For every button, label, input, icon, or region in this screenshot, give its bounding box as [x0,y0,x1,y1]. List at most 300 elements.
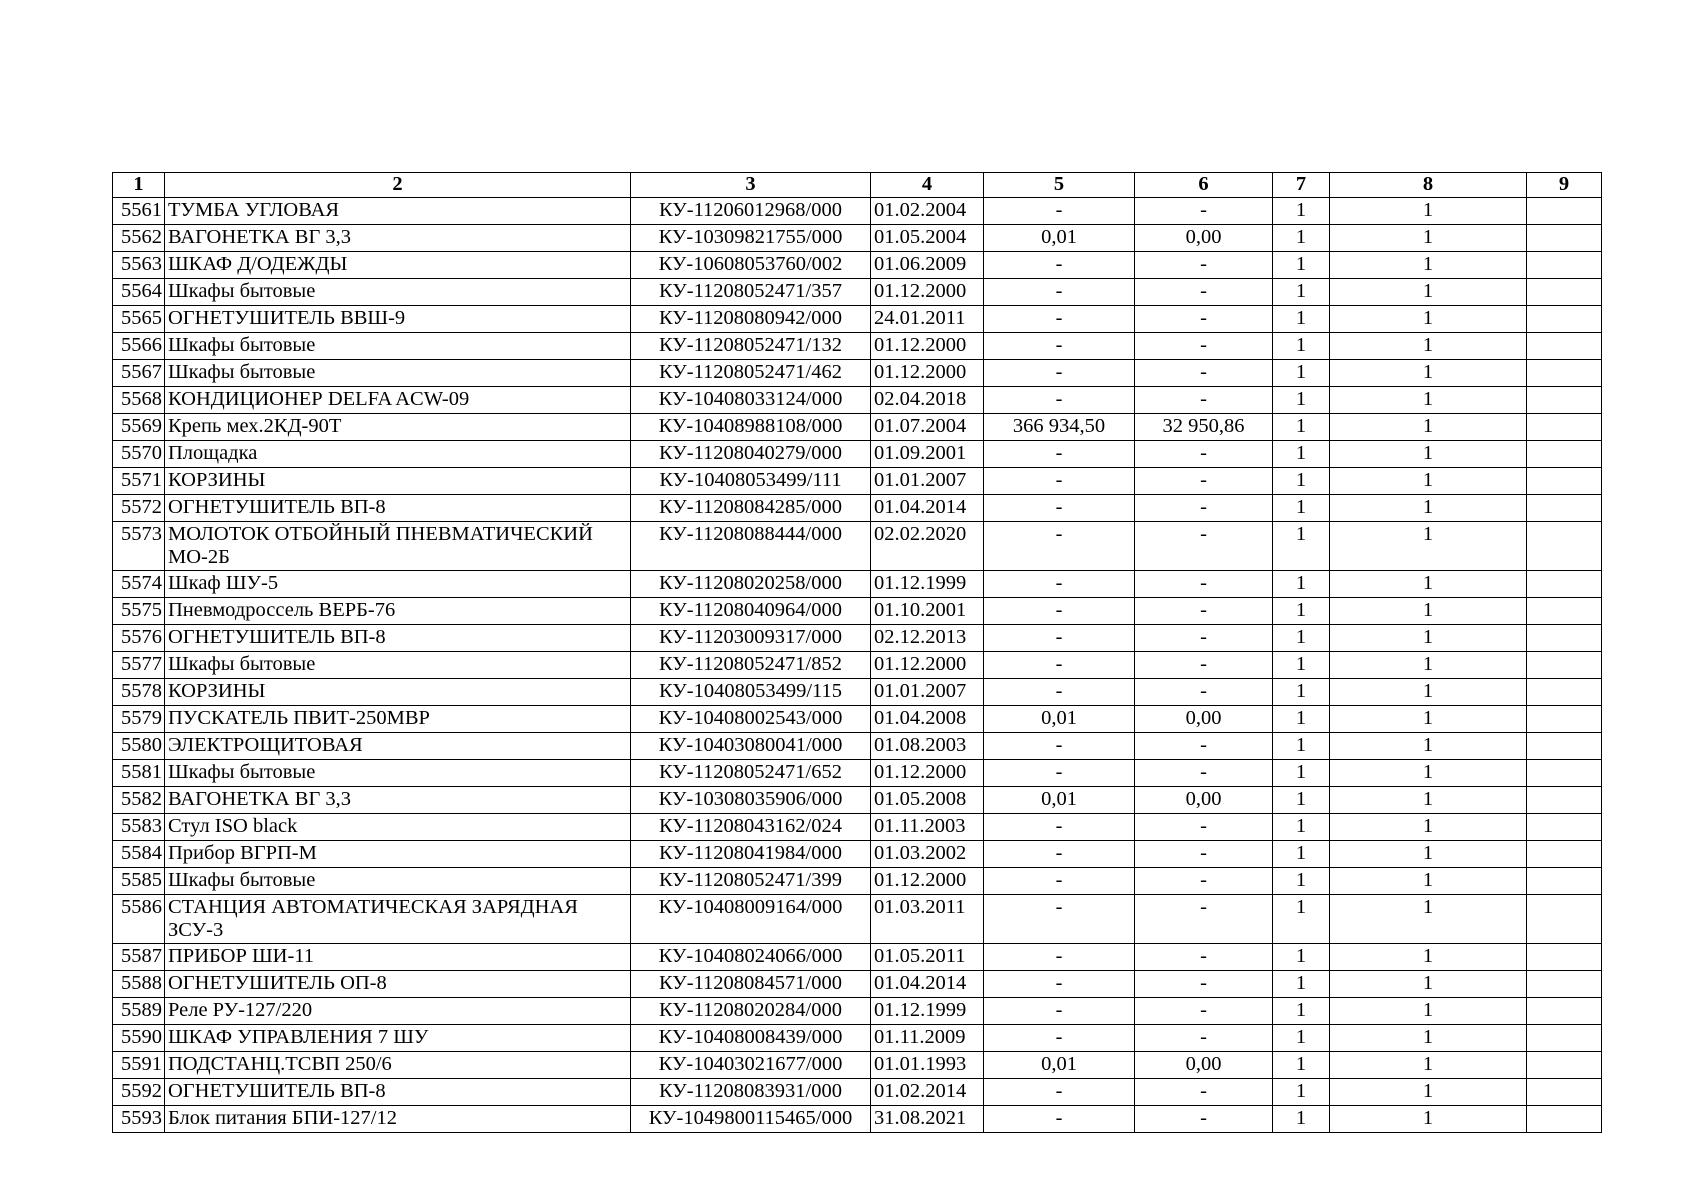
value-col7-cell: 1 [1273,652,1330,679]
value-col9-cell [1527,468,1602,495]
date-cell: 01.12.2000 [871,868,984,895]
value-col7-cell: 1 [1273,971,1330,998]
date-cell: 01.12.2000 [871,652,984,679]
value-col9-cell [1527,571,1602,598]
value-col7-cell: 1 [1273,441,1330,468]
item-name-cell: ШКАФ Д/ОДЕЖДЫ [165,252,631,279]
value-col9-cell [1527,225,1602,252]
value-col8-cell: 1 [1330,1052,1527,1079]
value-col6-cell: - [1135,468,1273,495]
value-col6-cell: 0,00 [1135,225,1273,252]
value-col5-cell: - [984,571,1135,598]
value-col8-cell: 1 [1330,598,1527,625]
row-number-cell: 5569 [113,414,165,441]
value-col8-cell: 1 [1330,252,1527,279]
value-col6-cell: - [1135,733,1273,760]
value-col8-cell: 1 [1330,652,1527,679]
value-col5-cell: - [984,198,1135,225]
row-number-cell: 5591 [113,1052,165,1079]
date-cell: 01.02.2004 [871,198,984,225]
date-cell: 01.12.2000 [871,333,984,360]
date-cell: 01.01.2007 [871,679,984,706]
table-row [113,279,1602,306]
inventory-code-cell: КУ-11208041984/000 [631,841,871,868]
inventory-code-cell: КУ-10408002543/000 [631,706,871,733]
value-col5-cell: - [984,760,1135,787]
value-col7-cell: 1 [1273,733,1330,760]
item-name-cell: ПУСКАТЕЛЬ ПВИТ-250МВР [165,706,631,733]
value-col5-cell: - [984,468,1135,495]
value-col7-cell: 1 [1273,1025,1330,1052]
value-col7-cell: 1 [1273,814,1330,841]
inventory-code-cell: КУ-11208052471/652 [631,760,871,787]
value-col7-cell: 1 [1273,468,1330,495]
column-header-6: 6 [1135,173,1273,198]
value-col9-cell [1527,279,1602,306]
value-col9-cell [1527,495,1602,522]
value-col9-cell [1527,944,1602,971]
row-number-cell: 5578 [113,679,165,706]
value-col7-cell: 1 [1273,1106,1330,1133]
value-col7-cell: 1 [1273,895,1330,944]
value-col8-cell: 1 [1330,522,1527,571]
item-name-cell: ОГНЕТУШИТЕЛЬ ВП-8 [165,625,631,652]
value-col7-cell: 1 [1273,760,1330,787]
row-number-cell: 5580 [113,733,165,760]
table-row [113,733,1602,760]
date-cell: 01.05.2011 [871,944,984,971]
table-row [113,360,1602,387]
value-col9-cell [1527,1052,1602,1079]
value-col9-cell [1527,625,1602,652]
value-col6-cell: - [1135,252,1273,279]
row-number-cell: 5574 [113,571,165,598]
table-row [113,198,1602,225]
value-col8-cell: 1 [1330,306,1527,333]
value-col6-cell: - [1135,944,1273,971]
value-col8-cell: 1 [1330,841,1527,868]
table-row [113,760,1602,787]
row-number-cell: 5583 [113,814,165,841]
value-col5-cell: - [984,1079,1135,1106]
value-col7-cell: 1 [1273,571,1330,598]
value-col9-cell [1527,198,1602,225]
row-number-cell: 5563 [113,252,165,279]
row-number-cell: 5565 [113,306,165,333]
row-number-cell: 5590 [113,1025,165,1052]
value-col9-cell [1527,971,1602,998]
date-cell: 01.04.2014 [871,495,984,522]
value-col7-cell: 1 [1273,679,1330,706]
value-col8-cell: 1 [1330,441,1527,468]
item-name-cell: СТАНЦИЯ АВТОМАТИЧЕСКАЯ ЗАРЯДНАЯ ЗСУ-3 [165,895,631,944]
item-name-cell: ШКАФ УПРАВЛЕНИЯ 7 ШУ [165,1025,631,1052]
row-number-cell: 5588 [113,971,165,998]
value-col5-cell: - [984,1025,1135,1052]
value-col8-cell: 1 [1330,414,1527,441]
row-number-cell: 5587 [113,944,165,971]
inventory-code-cell: КУ-11208020284/000 [631,998,871,1025]
value-col7-cell: 1 [1273,252,1330,279]
header-row [113,173,1602,198]
value-col9-cell [1527,1106,1602,1133]
row-number-cell: 5582 [113,787,165,814]
value-col5-cell: - [984,252,1135,279]
row-number-cell: 5570 [113,441,165,468]
table-row [113,468,1602,495]
value-col8-cell: 1 [1330,495,1527,522]
value-col9-cell [1527,841,1602,868]
value-col6-cell: - [1135,333,1273,360]
value-col9-cell [1527,679,1602,706]
inventory-table [112,172,1602,1133]
inventory-code-cell: КУ-11208088444/000 [631,522,871,571]
item-name-cell: Шкафы бытовые [165,652,631,679]
column-header-1: 1 [113,173,165,198]
value-col8-cell: 1 [1330,571,1527,598]
value-col8-cell: 1 [1330,279,1527,306]
item-name-cell: Площадка [165,441,631,468]
value-col5-cell: - [984,971,1135,998]
value-col6-cell: - [1135,198,1273,225]
item-name-cell: КОНДИЦИОНЕР DELFA ACW-09 [165,387,631,414]
row-number-cell: 5575 [113,598,165,625]
row-number-cell: 5586 [113,895,165,944]
date-cell: 01.04.2008 [871,706,984,733]
item-name-cell: Шкафы бытовые [165,868,631,895]
value-col5-cell: - [984,495,1135,522]
value-col5-cell: - [984,522,1135,571]
column-header-5: 5 [984,173,1135,198]
table-row [113,252,1602,279]
value-col9-cell [1527,895,1602,944]
value-col7-cell: 1 [1273,495,1330,522]
value-col5-cell: 0,01 [984,787,1135,814]
value-col5-cell: 0,01 [984,706,1135,733]
table-row [113,387,1602,414]
value-col5-cell: - [984,944,1135,971]
value-col7-cell: 1 [1273,998,1330,1025]
value-col6-cell: - [1135,495,1273,522]
value-col6-cell: - [1135,814,1273,841]
date-cell: 01.10.2001 [871,598,984,625]
table-row [113,971,1602,998]
inventory-code-cell: КУ-10408009164/000 [631,895,871,944]
value-col5-cell: - [984,814,1135,841]
row-number-cell: 5562 [113,225,165,252]
item-name-cell: ПОДСТАНЦ.ТСВП 250/6 [165,1052,631,1079]
value-col9-cell [1527,333,1602,360]
table-row [113,706,1602,733]
value-col8-cell: 1 [1330,971,1527,998]
value-col9-cell [1527,787,1602,814]
value-col6-cell: - [1135,625,1273,652]
date-cell: 02.04.2018 [871,387,984,414]
item-name-cell: Шкаф ШУ-5 [165,571,631,598]
table-row [113,652,1602,679]
value-col5-cell: - [984,998,1135,1025]
item-name-cell: ОГНЕТУШИТЕЛЬ ВП-8 [165,1079,631,1106]
date-cell: 02.12.2013 [871,625,984,652]
date-cell: 01.01.1993 [871,1052,984,1079]
item-name-cell: Стул ISO black [165,814,631,841]
value-col8-cell: 1 [1330,998,1527,1025]
value-col5-cell: - [984,868,1135,895]
value-col7-cell: 1 [1273,279,1330,306]
value-col8-cell: 1 [1330,944,1527,971]
value-col6-cell: - [1135,360,1273,387]
column-header-9: 9 [1527,173,1602,198]
value-col6-cell: - [1135,522,1273,571]
item-name-cell: МОЛОТОК ОТБОЙНЫЙ ПНЕВМАТИЧЕСКИЙ МО-2Б [165,522,631,571]
row-number-cell: 5564 [113,279,165,306]
date-cell: 01.09.2001 [871,441,984,468]
table-row [113,814,1602,841]
value-col7-cell: 1 [1273,598,1330,625]
item-name-cell: Шкафы бытовые [165,760,631,787]
inventory-code-cell: КУ-10408053499/111 [631,468,871,495]
item-name-cell: ВАГОНЕТКА ВГ 3,3 [165,225,631,252]
inventory-code-cell: КУ-11208043162/024 [631,814,871,841]
value-col6-cell: - [1135,652,1273,679]
value-col8-cell: 1 [1330,1025,1527,1052]
value-col9-cell [1527,1025,1602,1052]
value-col8-cell: 1 [1330,360,1527,387]
value-col9-cell [1527,706,1602,733]
table-row [113,522,1602,571]
item-name-cell: ПРИБОР ШИ-11 [165,944,631,971]
value-col8-cell: 1 [1330,733,1527,760]
row-number-cell: 5566 [113,333,165,360]
item-name-cell: ОГНЕТУШИТЕЛЬ ОП-8 [165,971,631,998]
row-number-cell: 5584 [113,841,165,868]
table-row [113,998,1602,1025]
inventory-code-cell: КУ-1049800115465/000 [631,1106,871,1133]
value-col6-cell: - [1135,971,1273,998]
row-number-cell: 5577 [113,652,165,679]
item-name-cell: Реле РУ-127/220 [165,998,631,1025]
value-col5-cell: - [984,679,1135,706]
value-col5-cell: - [984,895,1135,944]
value-col7-cell: 1 [1273,198,1330,225]
inventory-code-cell: КУ-10608053760/002 [631,252,871,279]
inventory-code-cell: КУ-11208084285/000 [631,495,871,522]
item-name-cell: ТУМБА УГЛОВАЯ [165,198,631,225]
date-cell: 01.07.2004 [871,414,984,441]
date-cell: 01.03.2011 [871,895,984,944]
value-col7-cell: 1 [1273,1052,1330,1079]
inventory-code-cell: КУ-11208052471/132 [631,333,871,360]
row-number-cell: 5561 [113,198,165,225]
value-col6-cell: - [1135,868,1273,895]
value-col8-cell: 1 [1330,787,1527,814]
value-col8-cell: 1 [1330,468,1527,495]
date-cell: 01.04.2014 [871,971,984,998]
value-col5-cell: 366 934,50 [984,414,1135,441]
inventory-code-cell: КУ-10408988108/000 [631,414,871,441]
value-col7-cell: 1 [1273,414,1330,441]
inventory-code-cell: КУ-10309821755/000 [631,225,871,252]
item-name-cell: ЭЛЕКТРОЩИТОВАЯ [165,733,631,760]
value-col8-cell: 1 [1330,198,1527,225]
value-col6-cell: 0,00 [1135,1052,1273,1079]
value-col9-cell [1527,814,1602,841]
date-cell: 01.11.2003 [871,814,984,841]
value-col6-cell: - [1135,1025,1273,1052]
inventory-code-cell: КУ-10408024066/000 [631,944,871,971]
value-col7-cell: 1 [1273,387,1330,414]
value-col6-cell: - [1135,387,1273,414]
date-cell: 01.12.1999 [871,998,984,1025]
value-col5-cell: - [984,441,1135,468]
item-name-cell: Шкафы бытовые [165,333,631,360]
value-col5-cell: - [984,360,1135,387]
table-row [113,625,1602,652]
value-col9-cell [1527,733,1602,760]
item-name-cell: ВАГОНЕТКА ВГ 3,3 [165,787,631,814]
value-col5-cell: - [984,625,1135,652]
value-col6-cell: 0,00 [1135,706,1273,733]
value-col9-cell [1527,598,1602,625]
value-col8-cell: 1 [1330,868,1527,895]
inventory-code-cell: КУ-11208080942/000 [631,306,871,333]
row-number-cell: 5567 [113,360,165,387]
date-cell: 01.12.2000 [871,279,984,306]
inventory-code-cell: КУ-10403080041/000 [631,733,871,760]
table-row [113,306,1602,333]
item-name-cell: Прибор ВГРП-М [165,841,631,868]
table-row [113,944,1602,971]
table-row [113,895,1602,944]
value-col9-cell [1527,306,1602,333]
value-col7-cell: 1 [1273,868,1330,895]
row-number-cell: 5579 [113,706,165,733]
date-cell: 02.02.2020 [871,522,984,571]
value-col7-cell: 1 [1273,787,1330,814]
inventory-code-cell: КУ-11203009317/000 [631,625,871,652]
inventory-code-cell: КУ-10408053499/115 [631,679,871,706]
column-header-2: 2 [165,173,631,198]
value-col7-cell: 1 [1273,333,1330,360]
column-header-4: 4 [871,173,984,198]
table-row [113,225,1602,252]
value-col6-cell: - [1135,679,1273,706]
value-col5-cell: - [984,841,1135,868]
value-col5-cell: 0,01 [984,1052,1135,1079]
column-header-7: 7 [1273,173,1330,198]
table-row [113,414,1602,441]
value-col5-cell: - [984,279,1135,306]
column-header-3: 3 [631,173,871,198]
value-col5-cell: - [984,733,1135,760]
table-row [113,868,1602,895]
date-cell: 01.05.2008 [871,787,984,814]
inventory-code-cell: КУ-11208020258/000 [631,571,871,598]
item-name-cell: КОРЗИНЫ [165,468,631,495]
date-cell: 01.08.2003 [871,733,984,760]
value-col7-cell: 1 [1273,360,1330,387]
value-col9-cell [1527,441,1602,468]
value-col6-cell: - [1135,998,1273,1025]
row-number-cell: 5585 [113,868,165,895]
value-col8-cell: 1 [1330,895,1527,944]
value-col9-cell [1527,414,1602,441]
value-col8-cell: 1 [1330,1106,1527,1133]
value-col6-cell: - [1135,1079,1273,1106]
value-col7-cell: 1 [1273,706,1330,733]
date-cell: 01.11.2009 [871,1025,984,1052]
value-col8-cell: 1 [1330,1079,1527,1106]
inventory-code-cell: КУ-11208052471/852 [631,652,871,679]
date-cell: 31.08.2021 [871,1106,984,1133]
value-col9-cell [1527,522,1602,571]
inventory-code-cell: КУ-11206012968/000 [631,198,871,225]
value-col6-cell: - [1135,571,1273,598]
table-row [113,333,1602,360]
item-name-cell: ОГНЕТУШИТЕЛЬ ВП-8 [165,495,631,522]
date-cell: 24.01.2011 [871,306,984,333]
table-row [113,571,1602,598]
value-col8-cell: 1 [1330,625,1527,652]
table-row [113,1079,1602,1106]
row-number-cell: 5592 [113,1079,165,1106]
value-col7-cell: 1 [1273,944,1330,971]
value-col7-cell: 1 [1273,306,1330,333]
item-name-cell: КОРЗИНЫ [165,679,631,706]
value-col6-cell: - [1135,895,1273,944]
table-row [113,495,1602,522]
inventory-code-cell: КУ-10408008439/000 [631,1025,871,1052]
value-col7-cell: 1 [1273,225,1330,252]
row-number-cell: 5568 [113,387,165,414]
value-col5-cell: - [984,306,1135,333]
value-col8-cell: 1 [1330,225,1527,252]
value-col5-cell: 0,01 [984,225,1135,252]
inventory-code-cell: КУ-10408033124/000 [631,387,871,414]
value-col6-cell: 0,00 [1135,787,1273,814]
value-col9-cell [1527,652,1602,679]
item-name-cell: Блок питания БПИ-127/12 [165,1106,631,1133]
date-cell: 01.12.2000 [871,360,984,387]
value-col9-cell [1527,252,1602,279]
row-number-cell: 5572 [113,495,165,522]
row-number-cell: 5571 [113,468,165,495]
table-row [113,841,1602,868]
date-cell: 01.03.2002 [871,841,984,868]
value-col8-cell: 1 [1330,706,1527,733]
inventory-code-cell: КУ-10403021677/000 [631,1052,871,1079]
value-col8-cell: 1 [1330,333,1527,360]
value-col6-cell: - [1135,760,1273,787]
value-col5-cell: - [984,598,1135,625]
value-col5-cell: - [984,1106,1135,1133]
inventory-code-cell: КУ-11208052471/462 [631,360,871,387]
row-number-cell: 5573 [113,522,165,571]
value-col6-cell: - [1135,441,1273,468]
table-row [113,787,1602,814]
table-row [113,679,1602,706]
table-row [113,1052,1602,1079]
inventory-code-cell: КУ-10308035906/000 [631,787,871,814]
date-cell: 01.12.2000 [871,760,984,787]
date-cell: 01.12.1999 [871,571,984,598]
value-col6-cell: - [1135,841,1273,868]
date-cell: 01.02.2014 [871,1079,984,1106]
item-name-cell: Шкафы бытовые [165,279,631,306]
inventory-code-cell: КУ-11208052471/357 [631,279,871,306]
value-col8-cell: 1 [1330,679,1527,706]
value-col7-cell: 1 [1273,841,1330,868]
